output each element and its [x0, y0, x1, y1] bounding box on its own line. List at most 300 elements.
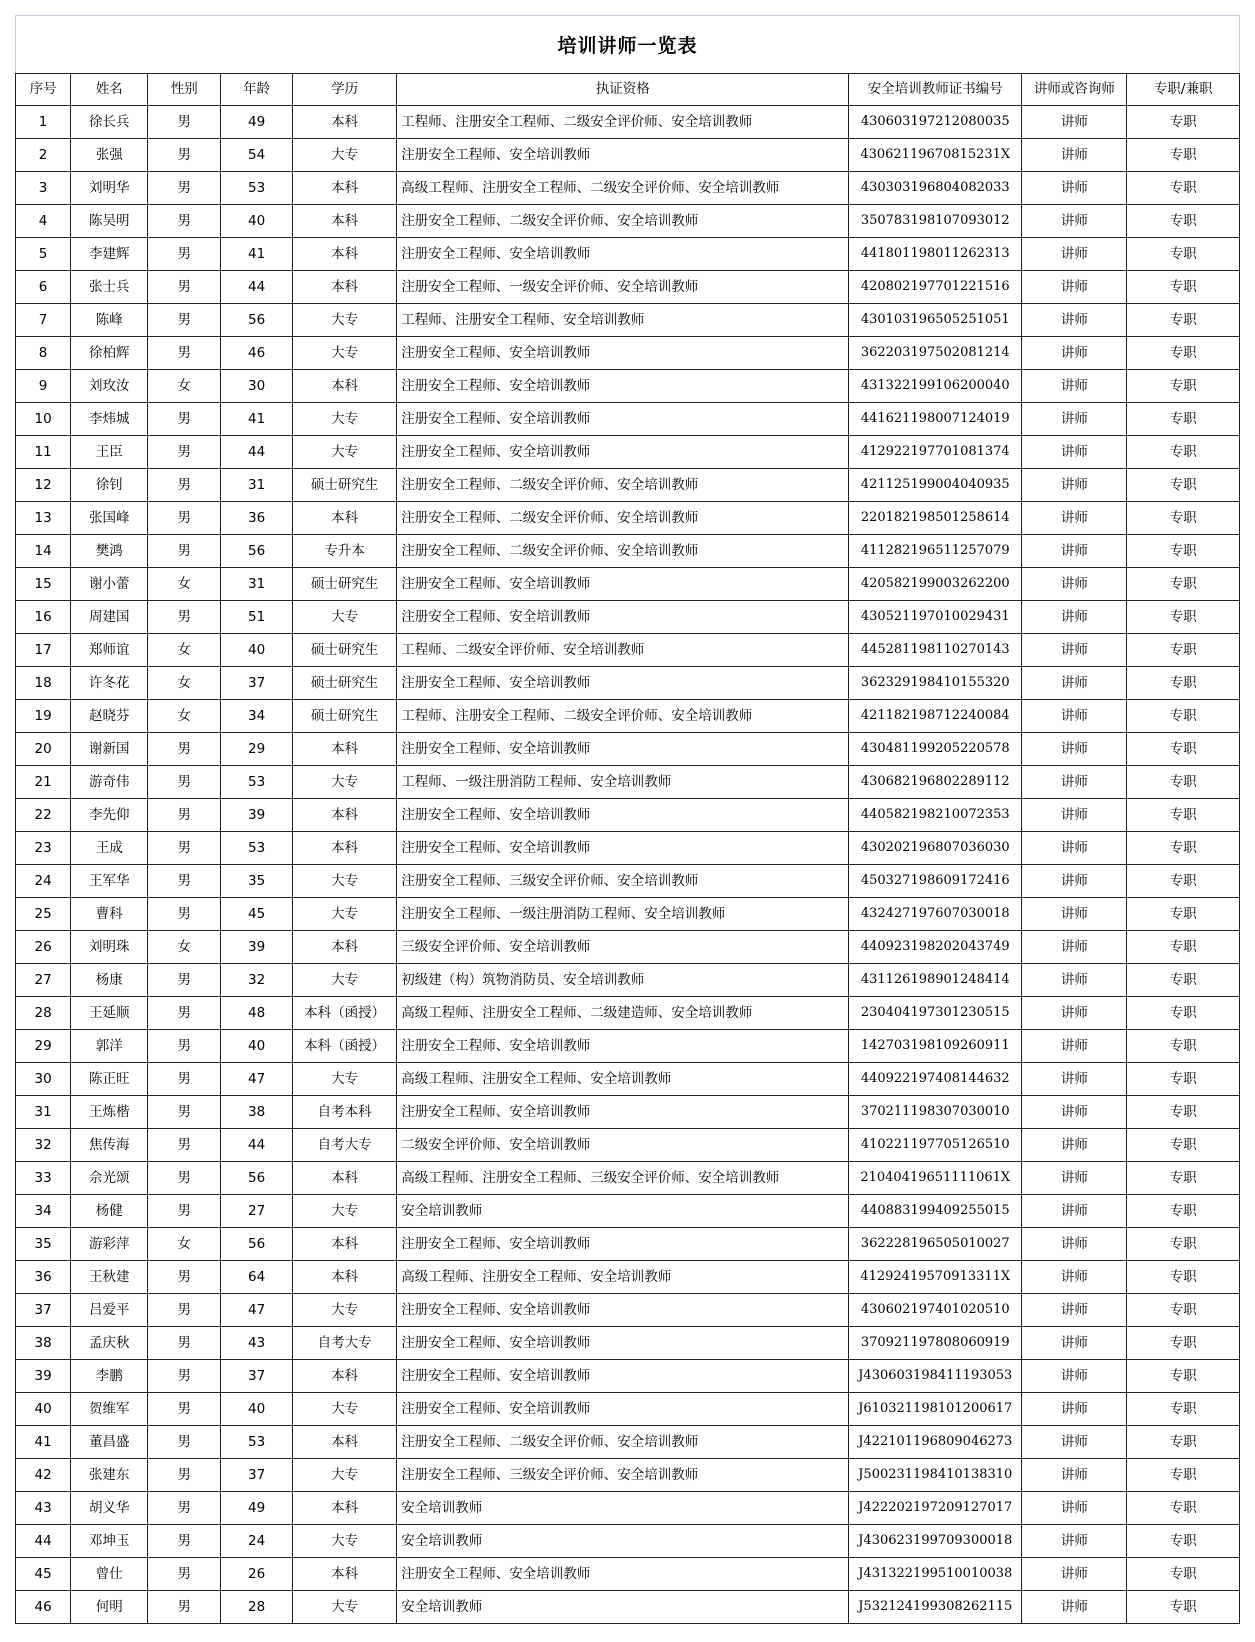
cell-employment: 专职: [1127, 634, 1240, 667]
cell-name: 谢小蕾: [71, 568, 148, 601]
cell-role: 讲师: [1022, 469, 1127, 502]
cell-certifications: 注册安全工程师、二级安全评价师、安全培训教师: [397, 469, 849, 502]
cell-certifications: 高级工程师、注册安全工程师、安全培训教师: [397, 1261, 849, 1294]
cell-index: 43: [16, 1492, 71, 1525]
table-row: [16, 271, 1240, 304]
header-row: [16, 74, 1240, 106]
cell-education: 本科: [293, 931, 397, 964]
cell-role: 讲师: [1022, 733, 1127, 766]
cell-index: 23: [16, 832, 71, 865]
cell-certifications: 注册安全工程师、安全培训教师: [397, 337, 849, 370]
cell-gender: 女: [148, 700, 221, 733]
cell-name: 吕爱平: [71, 1294, 148, 1327]
table-row: [16, 1129, 1240, 1162]
cell-education: 大专: [293, 304, 397, 337]
cell-certifications: 注册安全工程师、安全培训教师: [397, 1327, 849, 1360]
cell-employment: 专职: [1127, 1063, 1240, 1096]
cell-employment: 专职: [1127, 1327, 1240, 1360]
cell-age: 32: [221, 964, 293, 997]
cell-age: 53: [221, 832, 293, 865]
cell-certificate-number: 430602197401020510: [849, 1294, 1022, 1327]
cell-name: 郭洋: [71, 1030, 148, 1063]
cell-certificate-number: 430202196807036030: [849, 832, 1022, 865]
col-header-name: 姓名: [71, 74, 148, 106]
col-header-certificate-number: 安全培训教师证书编号: [849, 74, 1022, 106]
cell-employment: 专职: [1127, 1525, 1240, 1558]
col-header-gender: 性别: [148, 74, 221, 106]
cell-name: 徐柏辉: [71, 337, 148, 370]
cell-role: 讲师: [1022, 1525, 1127, 1558]
cell-gender: 女: [148, 667, 221, 700]
cell-name: 杨健: [71, 1195, 148, 1228]
cell-employment: 专职: [1127, 502, 1240, 535]
cell-role: 讲师: [1022, 1558, 1127, 1591]
cell-certifications: 初级建（构）筑物消防员、安全培训教师: [397, 964, 849, 997]
cell-index: 41: [16, 1426, 71, 1459]
cell-index: 21: [16, 766, 71, 799]
cell-name: 贺维军: [71, 1393, 148, 1426]
cell-certifications: 工程师、一级注册消防工程师、安全培训教师: [397, 766, 849, 799]
table-row: [16, 1591, 1240, 1624]
cell-gender: 男: [148, 1195, 221, 1228]
cell-certificate-number: 420582199003262200: [849, 568, 1022, 601]
instructor-list-sheet: [15, 15, 1240, 1630]
cell-certifications: 注册安全工程师、一级安全评价师、安全培训教师: [397, 271, 849, 304]
cell-age: 30: [221, 370, 293, 403]
cell-index: 13: [16, 502, 71, 535]
table-row: [16, 502, 1240, 535]
cell-age: 51: [221, 601, 293, 634]
cell-age: 53: [221, 1426, 293, 1459]
table-row: [16, 535, 1240, 568]
cell-employment: 专职: [1127, 832, 1240, 865]
cell-role: 讲师: [1022, 1261, 1127, 1294]
cell-certifications: 工程师、注册安全工程师、二级安全评价师、安全培训教师: [397, 106, 849, 139]
cell-employment: 专职: [1127, 1360, 1240, 1393]
col-header-index: 序号: [16, 74, 71, 106]
cell-certificate-number: 441621198007124019: [849, 403, 1022, 436]
cell-role: 讲师: [1022, 898, 1127, 931]
cell-age: 56: [221, 535, 293, 568]
table-row: [16, 304, 1240, 337]
cell-name: 樊鸿: [71, 535, 148, 568]
cell-education: 大专: [293, 1195, 397, 1228]
cell-employment: 专职: [1127, 1228, 1240, 1261]
cell-age: 49: [221, 106, 293, 139]
cell-education: 硕士研究生: [293, 634, 397, 667]
cell-name: 赵晓芬: [71, 700, 148, 733]
cell-role: 讲师: [1022, 766, 1127, 799]
cell-name: 王军华: [71, 865, 148, 898]
cell-certificate-number: 220182198501258614: [849, 502, 1022, 535]
cell-employment: 专职: [1127, 766, 1240, 799]
cell-employment: 专职: [1127, 370, 1240, 403]
cell-certifications: 二级安全评价师、安全培训教师: [397, 1129, 849, 1162]
cell-role: 讲师: [1022, 1030, 1127, 1063]
cell-role: 讲师: [1022, 1063, 1127, 1096]
cell-certificate-number: 410221197705126510: [849, 1129, 1022, 1162]
cell-education: 大专: [293, 865, 397, 898]
cell-certifications: 注册安全工程师、安全培训教师: [397, 799, 849, 832]
cell-role: 讲师: [1022, 1327, 1127, 1360]
cell-index: 26: [16, 931, 71, 964]
table-row: [16, 403, 1240, 436]
cell-education: 自考大专: [293, 1327, 397, 1360]
cell-certificate-number: J431322199510010038: [849, 1558, 1022, 1591]
cell-education: 大专: [293, 1591, 397, 1624]
cell-gender: 男: [148, 799, 221, 832]
cell-name: 李建辉: [71, 238, 148, 271]
cell-role: 讲师: [1022, 1129, 1127, 1162]
cell-gender: 男: [148, 304, 221, 337]
cell-certifications: 安全培训教师: [397, 1525, 849, 1558]
cell-age: 28: [221, 1591, 293, 1624]
cell-certificate-number: 445281198110270143: [849, 634, 1022, 667]
cell-certificate-number: 450327198609172416: [849, 865, 1022, 898]
cell-gender: 男: [148, 106, 221, 139]
cell-name: 王成: [71, 832, 148, 865]
cell-certificate-number: 440582198210072353: [849, 799, 1022, 832]
cell-age: 53: [221, 766, 293, 799]
cell-certifications: 工程师、注册安全工程师、安全培训教师: [397, 304, 849, 337]
cell-name: 陈正旺: [71, 1063, 148, 1096]
cell-gender: 男: [148, 1393, 221, 1426]
cell-index: 20: [16, 733, 71, 766]
cell-education: 本科: [293, 1360, 397, 1393]
cell-gender: 男: [148, 172, 221, 205]
cell-certifications: 安全培训教师: [397, 1591, 849, 1624]
cell-index: 36: [16, 1261, 71, 1294]
cell-index: 28: [16, 997, 71, 1030]
cell-index: 17: [16, 634, 71, 667]
cell-education: 大专: [293, 337, 397, 370]
cell-gender: 男: [148, 1360, 221, 1393]
cell-age: 26: [221, 1558, 293, 1591]
cell-employment: 专职: [1127, 469, 1240, 502]
cell-role: 讲师: [1022, 1591, 1127, 1624]
cell-certificate-number: 420802197701221516: [849, 271, 1022, 304]
table-row: [16, 1063, 1240, 1096]
cell-employment: 专职: [1127, 601, 1240, 634]
cell-education: 本科（函授）: [293, 997, 397, 1030]
cell-index: 37: [16, 1294, 71, 1327]
cell-role: 讲师: [1022, 865, 1127, 898]
cell-certifications: 高级工程师、注册安全工程师、二级建造师、安全培训教师: [397, 997, 849, 1030]
cell-certificate-number: 421182198712240084: [849, 700, 1022, 733]
cell-employment: 专职: [1127, 700, 1240, 733]
cell-role: 讲师: [1022, 667, 1127, 700]
cell-gender: 男: [148, 964, 221, 997]
cell-index: 12: [16, 469, 71, 502]
table-row: [16, 568, 1240, 601]
cell-name: 王秋建: [71, 1261, 148, 1294]
cell-certificate-number: 430521197010029431: [849, 601, 1022, 634]
cell-age: 24: [221, 1525, 293, 1558]
table-row: [16, 700, 1240, 733]
table-row: [16, 601, 1240, 634]
cell-role: 讲师: [1022, 1294, 1127, 1327]
cell-age: 44: [221, 436, 293, 469]
cell-certificate-number: 430481199205220578: [849, 733, 1022, 766]
cell-certificate-number: 362228196505010027: [849, 1228, 1022, 1261]
cell-gender: 男: [148, 1591, 221, 1624]
table-row: [16, 1195, 1240, 1228]
cell-gender: 男: [148, 1261, 221, 1294]
table-row: [16, 832, 1240, 865]
cell-name: 张建东: [71, 1459, 148, 1492]
cell-age: 37: [221, 667, 293, 700]
page-title: 培训讲师一览表: [557, 35, 698, 57]
cell-gender: 男: [148, 1459, 221, 1492]
cell-index: 6: [16, 271, 71, 304]
cell-certifications: 注册安全工程师、二级安全评价师、安全培训教师: [397, 535, 849, 568]
cell-role: 讲师: [1022, 1228, 1127, 1261]
col-header-employment: 专职/兼职: [1127, 74, 1240, 106]
cell-gender: 男: [148, 997, 221, 1030]
cell-gender: 男: [148, 1096, 221, 1129]
cell-index: 35: [16, 1228, 71, 1261]
cell-education: 本科: [293, 1261, 397, 1294]
cell-certificate-number: 21040419651111061X: [849, 1162, 1022, 1195]
cell-gender: 男: [148, 1162, 221, 1195]
table-body: [16, 106, 1240, 1624]
cell-role: 讲师: [1022, 1162, 1127, 1195]
cell-certificate-number: J500231198410138310: [849, 1459, 1022, 1492]
cell-name: 游彩萍: [71, 1228, 148, 1261]
cell-age: 43: [221, 1327, 293, 1360]
cell-age: 39: [221, 931, 293, 964]
table-row: [16, 1492, 1240, 1525]
cell-certificate-number: 411282196511257079: [849, 535, 1022, 568]
cell-index: 5: [16, 238, 71, 271]
cell-index: 34: [16, 1195, 71, 1228]
cell-age: 44: [221, 1129, 293, 1162]
cell-certifications: 高级工程师、注册安全工程师、三级安全评价师、安全培训教师: [397, 1162, 849, 1195]
cell-name: 胡义华: [71, 1492, 148, 1525]
cell-age: 29: [221, 733, 293, 766]
cell-employment: 专职: [1127, 1459, 1240, 1492]
cell-gender: 男: [148, 1063, 221, 1096]
cell-index: 11: [16, 436, 71, 469]
cell-education: 硕士研究生: [293, 568, 397, 601]
cell-age: 56: [221, 1228, 293, 1261]
cell-certificate-number: J430603198411193053: [849, 1360, 1022, 1393]
cell-employment: 专职: [1127, 238, 1240, 271]
cell-role: 讲师: [1022, 535, 1127, 568]
cell-name: 张强: [71, 139, 148, 172]
title-bar: [15, 15, 1240, 73]
cell-role: 讲师: [1022, 304, 1127, 337]
cell-age: 34: [221, 700, 293, 733]
cell-certificate-number: 41292419570913311X: [849, 1261, 1022, 1294]
cell-education: 自考大专: [293, 1129, 397, 1162]
cell-name: 邓坤玉: [71, 1525, 148, 1558]
cell-role: 讲师: [1022, 403, 1127, 436]
cell-employment: 专职: [1127, 799, 1240, 832]
cell-certificate-number: J532124199308262115: [849, 1591, 1022, 1624]
cell-index: 10: [16, 403, 71, 436]
cell-certificate-number: 430603197212080035: [849, 106, 1022, 139]
cell-role: 讲师: [1022, 238, 1127, 271]
cell-education: 大专: [293, 1063, 397, 1096]
cell-index: 1: [16, 106, 71, 139]
table-row: [16, 469, 1240, 502]
cell-certifications: 三级安全评价师、安全培训教师: [397, 931, 849, 964]
cell-name: 何明: [71, 1591, 148, 1624]
cell-employment: 专职: [1127, 403, 1240, 436]
cell-role: 讲师: [1022, 931, 1127, 964]
cell-role: 讲师: [1022, 337, 1127, 370]
cell-age: 48: [221, 997, 293, 1030]
cell-name: 佘光颂: [71, 1162, 148, 1195]
cell-role: 讲师: [1022, 139, 1127, 172]
cell-certifications: 注册安全工程师、安全培训教师: [397, 1360, 849, 1393]
cell-education: 本科: [293, 1558, 397, 1591]
cell-name: 郑师谊: [71, 634, 148, 667]
cell-certifications: 注册安全工程师、安全培训教师: [397, 601, 849, 634]
cell-education: 本科: [293, 1426, 397, 1459]
cell-certifications: 注册安全工程师、安全培训教师: [397, 1030, 849, 1063]
cell-certificate-number: 43062119670815231X: [849, 139, 1022, 172]
cell-index: 18: [16, 667, 71, 700]
cell-certificate-number: 440923198202043749: [849, 931, 1022, 964]
cell-certifications: 注册安全工程师、安全培训教师: [397, 832, 849, 865]
cell-age: 56: [221, 1162, 293, 1195]
cell-name: 谢新国: [71, 733, 148, 766]
cell-age: 36: [221, 502, 293, 535]
cell-gender: 男: [148, 601, 221, 634]
cell-index: 22: [16, 799, 71, 832]
cell-role: 讲师: [1022, 271, 1127, 304]
cell-role: 讲师: [1022, 370, 1127, 403]
cell-index: 9: [16, 370, 71, 403]
table-row: [16, 370, 1240, 403]
cell-gender: 男: [148, 535, 221, 568]
cell-education: 本科: [293, 106, 397, 139]
cell-employment: 专职: [1127, 1030, 1240, 1063]
cell-role: 讲师: [1022, 205, 1127, 238]
cell-education: 本科: [293, 733, 397, 766]
cell-certifications: 注册安全工程师、安全培训教师: [397, 370, 849, 403]
cell-name: 刘玫汝: [71, 370, 148, 403]
cell-age: 40: [221, 1393, 293, 1426]
cell-gender: 男: [148, 733, 221, 766]
cell-age: 38: [221, 1096, 293, 1129]
cell-role: 讲师: [1022, 106, 1127, 139]
cell-certifications: 注册安全工程师、安全培训教师: [397, 1228, 849, 1261]
table-row: [16, 931, 1240, 964]
cell-index: 40: [16, 1393, 71, 1426]
cell-name: 游奇伟: [71, 766, 148, 799]
table-row: [16, 337, 1240, 370]
cell-certifications: 安全培训教师: [397, 1492, 849, 1525]
cell-age: 54: [221, 139, 293, 172]
cell-name: 王延顺: [71, 997, 148, 1030]
cell-certifications: 注册安全工程师、三级安全评价师、安全培训教师: [397, 1459, 849, 1492]
cell-education: 本科: [293, 1492, 397, 1525]
cell-name: 曹科: [71, 898, 148, 931]
cell-certifications: 注册安全工程师、安全培训教师: [397, 436, 849, 469]
cell-gender: 女: [148, 634, 221, 667]
cell-index: 24: [16, 865, 71, 898]
cell-index: 19: [16, 700, 71, 733]
cell-age: 56: [221, 304, 293, 337]
cell-role: 讲师: [1022, 964, 1127, 997]
cell-certificate-number: 430682196802289112: [849, 766, 1022, 799]
cell-certifications: 高级工程师、注册安全工程师、二级安全评价师、安全培训教师: [397, 172, 849, 205]
table-row: [16, 1558, 1240, 1591]
cell-index: 42: [16, 1459, 71, 1492]
cell-employment: 专职: [1127, 337, 1240, 370]
cell-index: 44: [16, 1525, 71, 1558]
cell-certificate-number: 430103196505251051: [849, 304, 1022, 337]
cell-index: 16: [16, 601, 71, 634]
cell-role: 讲师: [1022, 832, 1127, 865]
cell-certificate-number: 430303196804082033: [849, 172, 1022, 205]
cell-education: 本科: [293, 1162, 397, 1195]
cell-certificate-number: 350783198107093012: [849, 205, 1022, 238]
cell-education: 大专: [293, 139, 397, 172]
cell-certifications: 注册安全工程师、安全培训教师: [397, 667, 849, 700]
cell-index: 30: [16, 1063, 71, 1096]
cell-certificate-number: 441801198011262313: [849, 238, 1022, 271]
cell-gender: 男: [148, 139, 221, 172]
cell-certifications: 注册安全工程师、安全培训教师: [397, 1096, 849, 1129]
cell-age: 41: [221, 238, 293, 271]
cell-education: 大专: [293, 436, 397, 469]
cell-role: 讲师: [1022, 1459, 1127, 1492]
cell-name: 许冬花: [71, 667, 148, 700]
table-row: [16, 1030, 1240, 1063]
cell-certificate-number: J610321198101200617: [849, 1393, 1022, 1426]
cell-role: 讲师: [1022, 436, 1127, 469]
cell-certificate-number: 412922197701081374: [849, 436, 1022, 469]
cell-age: 47: [221, 1063, 293, 1096]
cell-gender: 男: [148, 1558, 221, 1591]
table-row: [16, 1228, 1240, 1261]
cell-age: 27: [221, 1195, 293, 1228]
table-row: [16, 238, 1240, 271]
cell-index: 33: [16, 1162, 71, 1195]
cell-gender: 男: [148, 337, 221, 370]
cell-certifications: 注册安全工程师、一级注册消防工程师、安全培训教师: [397, 898, 849, 931]
cell-education: 本科: [293, 271, 397, 304]
cell-age: 37: [221, 1360, 293, 1393]
table-row: [16, 898, 1240, 931]
cell-employment: 专职: [1127, 865, 1240, 898]
table-row: [16, 436, 1240, 469]
cell-index: 8: [16, 337, 71, 370]
cell-gender: 男: [148, 271, 221, 304]
cell-role: 讲师: [1022, 997, 1127, 1030]
cell-certifications: 注册安全工程师、二级安全评价师、安全培训教师: [397, 205, 849, 238]
cell-role: 讲师: [1022, 799, 1127, 832]
table-row: [16, 865, 1240, 898]
cell-name: 董昌盛: [71, 1426, 148, 1459]
table-row: [16, 799, 1240, 832]
cell-employment: 专职: [1127, 1558, 1240, 1591]
cell-role: 讲师: [1022, 634, 1127, 667]
table-row: [16, 1327, 1240, 1360]
col-header-education: 学历: [293, 74, 397, 106]
cell-name: 曾仕: [71, 1558, 148, 1591]
cell-index: 2: [16, 139, 71, 172]
cell-employment: 专职: [1127, 1261, 1240, 1294]
cell-age: 40: [221, 205, 293, 238]
table-row: [16, 667, 1240, 700]
cell-gender: 男: [148, 898, 221, 931]
cell-gender: 男: [148, 436, 221, 469]
